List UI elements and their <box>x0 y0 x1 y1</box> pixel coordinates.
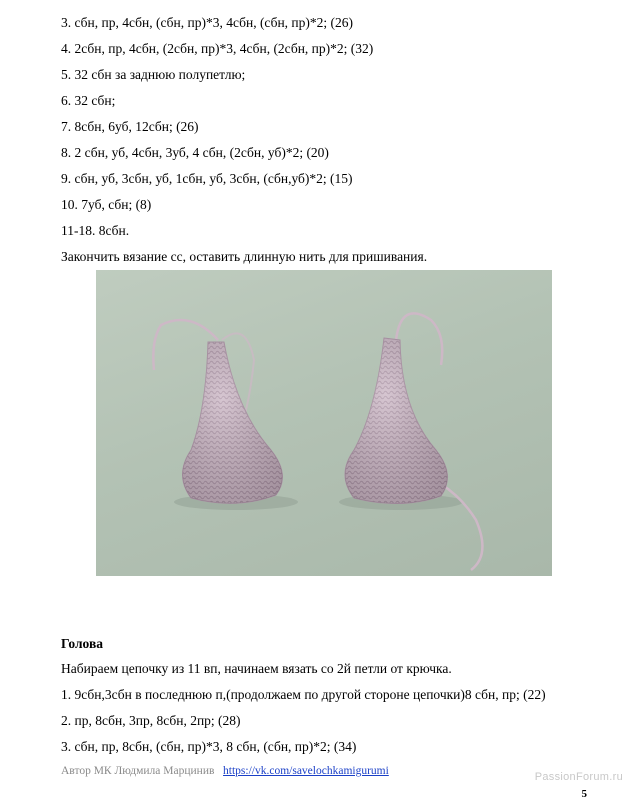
site-watermark: PassionForum.ru <box>534 771 623 783</box>
pattern-row: 9. сбн, уб, 3сбн, уб, 1сбн, уб, 3сбн, (сбн,уб)*2; (15) <box>61 171 353 186</box>
pattern-row: 10. 7уб, сбн; (8) <box>61 197 152 212</box>
pattern-row: 5. 32 сбн за заднюю полупетлю; <box>61 67 246 82</box>
pattern-row: 11-18. 8сбн. <box>61 223 130 238</box>
vk-link[interactable]: https://vk.com/savelochkamigurumi <box>223 765 389 777</box>
pattern-row: 7. 8сбн, 6уб, 12сбн; (26) <box>61 119 199 134</box>
pattern-row: 4. 2сбн, пр, 4сбн, (2сбн, пр)*3, 4сбн, (2сбн, пр)*2; (32) <box>61 41 374 56</box>
pattern-row: 8. 2 сбн, уб, 4сбн, 3уб, 4 сбн, (2сбн, уб)*2; (20) <box>61 145 329 160</box>
author-credit: Автор МК Людмила Марцинив <box>61 765 215 777</box>
crochet-ears-illustration <box>96 270 552 576</box>
pattern-row: 2. пр, 8сбн, 3пр, 8сбн, 2пр; (28) <box>61 713 241 728</box>
page-number: 5 <box>581 788 587 800</box>
pattern-row: 3. сбн, пр, 4сбн, (сбн, пр)*3, 4сбн, (сбн, пр)*2; (26) <box>61 15 354 30</box>
section-heading-head: Голова <box>61 636 104 651</box>
finish-instruction: Закончить вязание сс, оставить длинную нить для пришивания. <box>61 249 428 264</box>
pattern-row: 6. 32 сбн; <box>61 93 116 108</box>
pattern-row: 1. 9сбн,3сбн в последнюю п,(продолжаем по другой стороне цепочки)8 сбн, пр; (22) <box>61 687 546 702</box>
head-intro: Набираем цепочку из 11 вп, начинаем вязать со 2й петли от крючка. <box>61 661 452 676</box>
crochet-ears-photo <box>96 270 552 576</box>
pattern-row: 3. сбн, пр, 8сбн, (сбн, пр)*3, 8 сбн, (сбн, пр)*2; (34) <box>61 739 357 754</box>
author-footer <box>61 765 389 777</box>
